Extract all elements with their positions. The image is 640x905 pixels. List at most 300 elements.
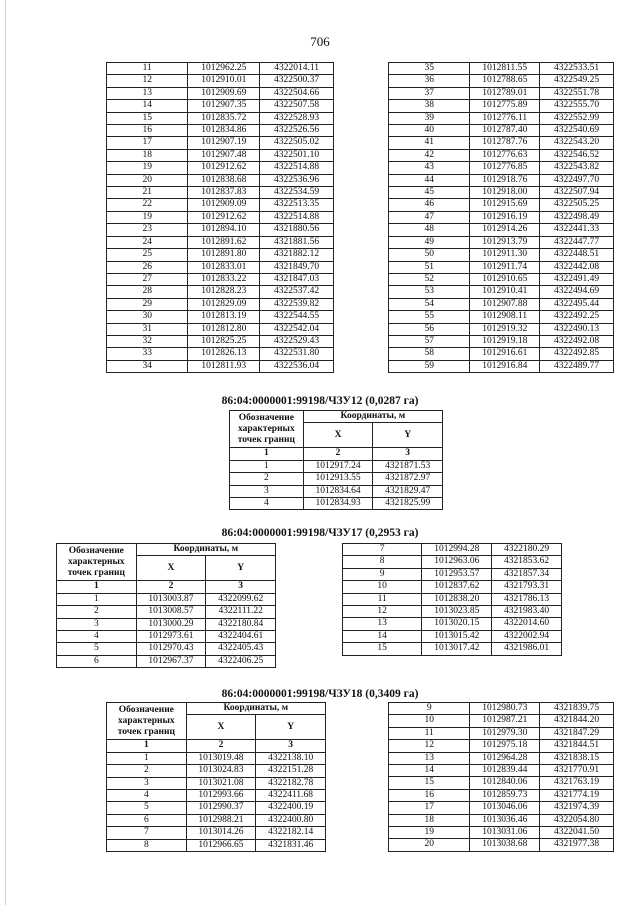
point-number: 52 bbox=[389, 273, 470, 285]
coord-x: 1012910.01 bbox=[188, 75, 260, 87]
coord-y: 4322182.14 bbox=[256, 827, 326, 839]
table-row bbox=[389, 715, 614, 727]
coord-y: 4321977.38 bbox=[540, 839, 614, 851]
coord-y: 4322489.77 bbox=[540, 360, 614, 372]
coord-x: 1012967.37 bbox=[136, 655, 206, 667]
point-number: 17 bbox=[107, 137, 188, 149]
coord-x: 1012918.76 bbox=[470, 174, 540, 186]
point-number: 37 bbox=[389, 87, 470, 99]
header-point: Обозначение характерных точек границ bbox=[230, 411, 304, 448]
coord-x: 1012962.25 bbox=[188, 63, 260, 75]
table-row bbox=[57, 593, 276, 605]
table-row bbox=[343, 643, 562, 655]
coord-y: 4321872.97 bbox=[373, 473, 443, 485]
point-number: 14 bbox=[389, 765, 470, 777]
coord-y: 4322151.28 bbox=[256, 765, 326, 777]
coord-y: 4322504.66 bbox=[260, 87, 334, 99]
table-row bbox=[107, 273, 334, 285]
coord-x: 1012919.18 bbox=[470, 335, 540, 347]
table-row bbox=[107, 87, 334, 99]
coord-y: 4322498.49 bbox=[540, 211, 614, 223]
point-number: 26 bbox=[107, 261, 188, 273]
point-number: 8 bbox=[107, 839, 187, 851]
point-number: 12 bbox=[107, 75, 188, 87]
coord-x: 1012913.55 bbox=[303, 473, 373, 485]
coord-y: 4321831.46 bbox=[256, 839, 326, 851]
coord-y: 4321844.20 bbox=[540, 715, 614, 727]
coord-y: 4322180.84 bbox=[206, 618, 276, 630]
table-row bbox=[107, 261, 334, 273]
table-row bbox=[389, 112, 614, 124]
coord-x: 1013020.15 bbox=[422, 618, 492, 630]
table-row bbox=[389, 814, 614, 826]
coord-y: 4321770.91 bbox=[540, 765, 614, 777]
coord-y: 4322546.52 bbox=[540, 149, 614, 161]
coord-y: 4322180.29 bbox=[492, 544, 562, 556]
coord-y: 4321871.53 bbox=[373, 460, 443, 472]
table-row bbox=[389, 174, 614, 186]
table-row bbox=[107, 75, 334, 87]
coord-y: 4322528.93 bbox=[260, 112, 334, 124]
coord-y: 4322542.04 bbox=[260, 323, 334, 335]
point-number: 59 bbox=[389, 360, 470, 372]
col-number: 3 bbox=[373, 448, 443, 460]
header-point: Обозначение характерных точек границ bbox=[107, 703, 187, 740]
point-number: 4 bbox=[107, 790, 187, 802]
coord-x: 1012833.22 bbox=[188, 273, 260, 285]
table-row bbox=[343, 606, 562, 618]
coord-y: 4321839.75 bbox=[540, 703, 614, 715]
point-number: 10 bbox=[343, 581, 422, 593]
coord-y: 4322513.35 bbox=[260, 199, 334, 211]
coord-y: 4322404.61 bbox=[206, 631, 276, 643]
coord-x: 1013017.42 bbox=[422, 643, 492, 655]
coord-y: 4322531.80 bbox=[260, 348, 334, 360]
coord-y: 4321974.39 bbox=[540, 802, 614, 814]
coord-x: 1012825.25 bbox=[188, 335, 260, 347]
point-number: 57 bbox=[389, 335, 470, 347]
table-row bbox=[389, 249, 614, 261]
point-number: 46 bbox=[389, 199, 470, 211]
table-row bbox=[389, 752, 614, 764]
point-number: 53 bbox=[389, 286, 470, 298]
table-row bbox=[389, 75, 614, 87]
coord-y: 4321829.47 bbox=[373, 485, 443, 497]
top-table-left bbox=[106, 62, 334, 373]
coord-y: 4322526.56 bbox=[260, 125, 334, 137]
coord-x: 1012911.30 bbox=[470, 249, 540, 261]
table-row bbox=[107, 777, 326, 789]
coord-y: 4322529.43 bbox=[260, 335, 334, 347]
table-row bbox=[389, 125, 614, 137]
table-row bbox=[389, 323, 614, 335]
coord-y: 4322540.69 bbox=[540, 125, 614, 137]
coord-x: 1012907.88 bbox=[470, 298, 540, 310]
point-number: 15 bbox=[107, 112, 188, 124]
table-row bbox=[343, 581, 562, 593]
coord-x: 1012835.72 bbox=[188, 112, 260, 124]
coord-y: 4322505.25 bbox=[540, 199, 614, 211]
col-number: 1 bbox=[230, 448, 304, 460]
point-number: 58 bbox=[389, 348, 470, 360]
table-row bbox=[107, 765, 326, 777]
coord-y: 4322507.94 bbox=[540, 187, 614, 199]
table-row bbox=[57, 606, 276, 618]
table-row bbox=[107, 311, 334, 323]
coord-x: 1013024.83 bbox=[186, 765, 256, 777]
coord-x: 1012907.19 bbox=[188, 137, 260, 149]
point-number: 2 bbox=[230, 473, 304, 485]
coord-y: 4322405.43 bbox=[206, 643, 276, 655]
point-number: 48 bbox=[389, 224, 470, 236]
point-number: 25 bbox=[107, 249, 188, 261]
table-row bbox=[57, 655, 276, 667]
coord-x: 1012834.64 bbox=[303, 485, 373, 497]
coord-x: 1012914.26 bbox=[470, 224, 540, 236]
coord-y: 4322406.25 bbox=[206, 655, 276, 667]
coord-y: 4321881.56 bbox=[260, 236, 334, 248]
coord-x: 1012894.10 bbox=[188, 224, 260, 236]
coord-x: 1012839.44 bbox=[470, 765, 540, 777]
point-number: 6 bbox=[57, 655, 137, 667]
table-row bbox=[107, 125, 334, 137]
coord-x: 1012970.43 bbox=[136, 643, 206, 655]
coord-y: 4321882.12 bbox=[260, 249, 334, 261]
coord-x: 1012973.61 bbox=[136, 631, 206, 643]
point-number: 3 bbox=[57, 618, 137, 630]
coord-y: 4322555.70 bbox=[540, 100, 614, 112]
table-row bbox=[57, 618, 276, 630]
coord-y: 4321793.31 bbox=[492, 581, 562, 593]
table-row bbox=[230, 460, 443, 472]
point-number: 50 bbox=[389, 249, 470, 261]
table-row bbox=[389, 789, 614, 801]
point-number: 1 bbox=[107, 752, 187, 764]
table-row bbox=[107, 814, 326, 826]
table-row bbox=[343, 593, 562, 605]
col-number: 3 bbox=[206, 581, 276, 593]
coord-x: 1012980.73 bbox=[470, 703, 540, 715]
coord-x: 1012909.09 bbox=[188, 199, 260, 211]
table-row bbox=[343, 630, 562, 642]
coord-x: 1012812.80 bbox=[188, 323, 260, 335]
coord-x: 1012838.20 bbox=[422, 593, 492, 605]
coord-x: 1012910.65 bbox=[470, 273, 540, 285]
point-number: 5 bbox=[57, 643, 137, 655]
coord-x: 1012993.66 bbox=[186, 790, 256, 802]
header-x: X bbox=[186, 715, 256, 740]
table-row bbox=[389, 311, 614, 323]
table-row bbox=[107, 335, 334, 347]
point-number: 2 bbox=[57, 606, 137, 618]
coord-x: 1012908.11 bbox=[470, 311, 540, 323]
table-row bbox=[389, 727, 614, 739]
table-row bbox=[107, 137, 334, 149]
coord-y: 4322537.42 bbox=[260, 286, 334, 298]
coord-y: 4321847.03 bbox=[260, 273, 334, 285]
point-number: 7 bbox=[343, 544, 422, 556]
coord-x: 1012911.74 bbox=[470, 261, 540, 273]
coord-x: 1012994.28 bbox=[422, 544, 492, 556]
coord-y: 4322447.77 bbox=[540, 236, 614, 248]
table-row bbox=[57, 643, 276, 655]
table-row bbox=[389, 273, 614, 285]
point-number: 7 bbox=[107, 827, 187, 839]
coord-y: 4322501.10 bbox=[260, 149, 334, 161]
coords-table bbox=[229, 410, 443, 510]
header-y: Y bbox=[373, 423, 443, 448]
table-row bbox=[107, 360, 334, 372]
coord-x: 1012919.32 bbox=[470, 323, 540, 335]
coords-table-left bbox=[56, 543, 276, 668]
point-number: 14 bbox=[107, 100, 188, 112]
table-row bbox=[389, 777, 614, 789]
table-row bbox=[389, 286, 614, 298]
coords-table-right bbox=[342, 543, 562, 656]
coord-y: 4322492.08 bbox=[540, 335, 614, 347]
coord-y: 4321986.01 bbox=[492, 643, 562, 655]
point-number: 47 bbox=[389, 211, 470, 223]
point-number: 35 bbox=[389, 63, 470, 75]
point-number: 5 bbox=[107, 802, 187, 814]
coord-x: 1013008.57 bbox=[136, 606, 206, 618]
table-row bbox=[107, 249, 334, 261]
coord-y: 4321880.56 bbox=[260, 224, 334, 236]
table-row bbox=[389, 236, 614, 248]
coord-y: 4322536.96 bbox=[260, 174, 334, 186]
coord-x: 1012913.79 bbox=[470, 236, 540, 248]
point-number: 11 bbox=[343, 593, 422, 605]
point-number: 24 bbox=[107, 236, 188, 248]
col-number: 2 bbox=[186, 740, 256, 752]
point-number: 15 bbox=[343, 643, 422, 655]
coord-y: 4321763.19 bbox=[540, 777, 614, 789]
table-row bbox=[389, 149, 614, 161]
coord-x: 1013014.26 bbox=[186, 827, 256, 839]
point-number: 31 bbox=[107, 323, 188, 335]
section-title: 86:04:0000001:99198/ЧЗУ17 (0,2953 га) bbox=[221, 527, 419, 539]
table-row bbox=[107, 224, 334, 236]
coord-y: 4321849.70 bbox=[260, 261, 334, 273]
point-number: 29 bbox=[107, 298, 188, 310]
point-number: 20 bbox=[389, 839, 470, 851]
point-number: 3 bbox=[230, 485, 304, 497]
point-number: 45 bbox=[389, 187, 470, 199]
table-row bbox=[107, 827, 326, 839]
table-row bbox=[389, 298, 614, 310]
col-number: 3 bbox=[256, 740, 326, 752]
section-title: 86:04:0000001:99198/ЧЗУ12 (0,0287 га) bbox=[221, 395, 419, 407]
point-number: 54 bbox=[389, 298, 470, 310]
table-row bbox=[57, 631, 276, 643]
point-number: 3 bbox=[107, 777, 187, 789]
col-number: 1 bbox=[57, 581, 137, 593]
header-point: Обозначение характерных точек границ bbox=[57, 544, 137, 581]
coord-x: 1012964.28 bbox=[470, 752, 540, 764]
coord-x: 1012918.00 bbox=[470, 187, 540, 199]
point-number: 1 bbox=[57, 593, 137, 605]
table-row bbox=[230, 498, 443, 510]
table-row bbox=[107, 323, 334, 335]
table-row bbox=[389, 740, 614, 752]
point-number: 30 bbox=[107, 311, 188, 323]
coord-y: 4321983.40 bbox=[492, 606, 562, 618]
coord-y: 4322494.69 bbox=[540, 286, 614, 298]
table-row bbox=[389, 348, 614, 360]
coord-y: 4322014.11 bbox=[260, 63, 334, 75]
coord-x: 1012891.80 bbox=[188, 249, 260, 261]
point-number: 13 bbox=[107, 87, 188, 99]
coord-x: 1012787.76 bbox=[470, 137, 540, 149]
point-number: 9 bbox=[389, 703, 470, 715]
coord-x: 1012979.30 bbox=[470, 727, 540, 739]
header-coords: Координаты, м bbox=[303, 411, 442, 423]
coord-x: 1013038.68 bbox=[470, 839, 540, 851]
coord-y: 4322492.25 bbox=[540, 311, 614, 323]
point-number: 4 bbox=[57, 631, 137, 643]
coord-y: 4322549.25 bbox=[540, 75, 614, 87]
coord-y: 4322497.70 bbox=[540, 174, 614, 186]
table-row bbox=[107, 298, 334, 310]
coord-x: 1012826.13 bbox=[188, 348, 260, 360]
point-number: 16 bbox=[107, 125, 188, 137]
table-row bbox=[389, 261, 614, 273]
table-row bbox=[107, 199, 334, 211]
point-number: 12 bbox=[389, 740, 470, 752]
table-row bbox=[107, 839, 326, 851]
point-number: 27 bbox=[107, 273, 188, 285]
coord-x: 1013023.85 bbox=[422, 606, 492, 618]
coord-y: 4322002.94 bbox=[492, 630, 562, 642]
coord-y: 4321857.34 bbox=[492, 568, 562, 580]
point-number: 2 bbox=[107, 765, 187, 777]
table-row bbox=[107, 802, 326, 814]
point-number: 38 bbox=[389, 100, 470, 112]
coord-x: 1013000.29 bbox=[136, 618, 206, 630]
point-number: 6 bbox=[107, 814, 187, 826]
coord-y: 4322014.60 bbox=[492, 618, 562, 630]
table-row bbox=[389, 765, 614, 777]
top-table-right bbox=[388, 62, 614, 373]
point-number: 28 bbox=[107, 286, 188, 298]
table-row bbox=[389, 199, 614, 211]
coord-y: 4322041.50 bbox=[540, 827, 614, 839]
point-number: 4 bbox=[230, 498, 304, 510]
header-y: Y bbox=[256, 715, 326, 740]
coord-y: 4321844.51 bbox=[540, 740, 614, 752]
coord-y: 4321847.29 bbox=[540, 727, 614, 739]
point-number: 42 bbox=[389, 149, 470, 161]
coord-x: 1012910.41 bbox=[470, 286, 540, 298]
coord-x: 1012859.73 bbox=[470, 789, 540, 801]
point-number: 33 bbox=[107, 348, 188, 360]
coord-y: 4322400.80 bbox=[256, 814, 326, 826]
coord-y: 4322514.88 bbox=[260, 162, 334, 174]
table-row bbox=[230, 473, 443, 485]
coord-x: 1012787.40 bbox=[470, 125, 540, 137]
coord-x: 1012990.37 bbox=[186, 802, 256, 814]
table-row bbox=[389, 63, 614, 75]
point-number: 14 bbox=[343, 630, 422, 642]
point-number: 19 bbox=[107, 162, 188, 174]
table-row bbox=[107, 286, 334, 298]
table-row bbox=[107, 162, 334, 174]
coord-x: 1012834.93 bbox=[303, 498, 373, 510]
coord-x: 1012811.93 bbox=[188, 360, 260, 372]
point-number: 51 bbox=[389, 261, 470, 273]
point-number: 36 bbox=[389, 75, 470, 87]
coord-y: 4321825.99 bbox=[373, 498, 443, 510]
table-row bbox=[343, 568, 562, 580]
coord-x: 1012907.48 bbox=[188, 149, 260, 161]
coord-x: 1013019.48 bbox=[186, 752, 256, 764]
coord-x: 1012840.06 bbox=[470, 777, 540, 789]
table-row bbox=[389, 839, 614, 851]
point-number: 40 bbox=[389, 125, 470, 137]
table-row bbox=[230, 485, 443, 497]
coord-y: 4322533.51 bbox=[540, 63, 614, 75]
coord-x: 1013031.06 bbox=[470, 827, 540, 839]
coord-x: 1012833.01 bbox=[188, 261, 260, 273]
col-number: 2 bbox=[136, 581, 206, 593]
table-row bbox=[343, 556, 562, 568]
coord-x: 1012813.19 bbox=[188, 311, 260, 323]
table-row bbox=[389, 827, 614, 839]
coord-x: 1012837.62 bbox=[422, 581, 492, 593]
coord-x: 1012988.21 bbox=[186, 814, 256, 826]
table-row bbox=[107, 752, 326, 764]
table-row bbox=[343, 544, 562, 556]
coord-y: 4322539.82 bbox=[260, 298, 334, 310]
coord-x: 1012912.62 bbox=[188, 211, 260, 223]
coord-y: 4321786.13 bbox=[492, 593, 562, 605]
table-row bbox=[389, 703, 614, 715]
coord-y: 4322500.37 bbox=[260, 75, 334, 87]
coord-x: 1012987.21 bbox=[470, 715, 540, 727]
coord-y: 4322551.78 bbox=[540, 87, 614, 99]
point-number: 12 bbox=[343, 606, 422, 618]
point-number: 41 bbox=[389, 137, 470, 149]
coord-x: 1012789.01 bbox=[470, 87, 540, 99]
point-number: 11 bbox=[389, 727, 470, 739]
coord-y: 4322495.44 bbox=[540, 298, 614, 310]
point-number: 10 bbox=[389, 715, 470, 727]
point-number: 8 bbox=[343, 556, 422, 568]
table-row bbox=[389, 100, 614, 112]
point-number: 13 bbox=[343, 618, 422, 630]
table-row bbox=[389, 224, 614, 236]
coord-x: 1012775.89 bbox=[470, 100, 540, 112]
coord-y: 4321838.15 bbox=[540, 752, 614, 764]
coord-y: 4322099.62 bbox=[206, 593, 276, 605]
coord-y: 4322505.02 bbox=[260, 137, 334, 149]
coords-table-right bbox=[388, 702, 614, 852]
coord-x: 1012975.18 bbox=[470, 740, 540, 752]
page-edge bbox=[5, 0, 6, 905]
coord-x: 1012909.69 bbox=[188, 87, 260, 99]
point-number: 56 bbox=[389, 323, 470, 335]
table-row bbox=[389, 360, 614, 372]
header-coords: Координаты, м bbox=[136, 544, 275, 556]
coord-y: 4322543.20 bbox=[540, 137, 614, 149]
point-number: 32 bbox=[107, 335, 188, 347]
point-number: 11 bbox=[107, 63, 188, 75]
section-title: 86:04:0000001:99198/ЧЗУ18 (0,3409 га) bbox=[221, 688, 419, 700]
table-row bbox=[107, 100, 334, 112]
point-number: 34 bbox=[107, 360, 188, 372]
table-row bbox=[107, 790, 326, 802]
col-number: 1 bbox=[107, 740, 187, 752]
